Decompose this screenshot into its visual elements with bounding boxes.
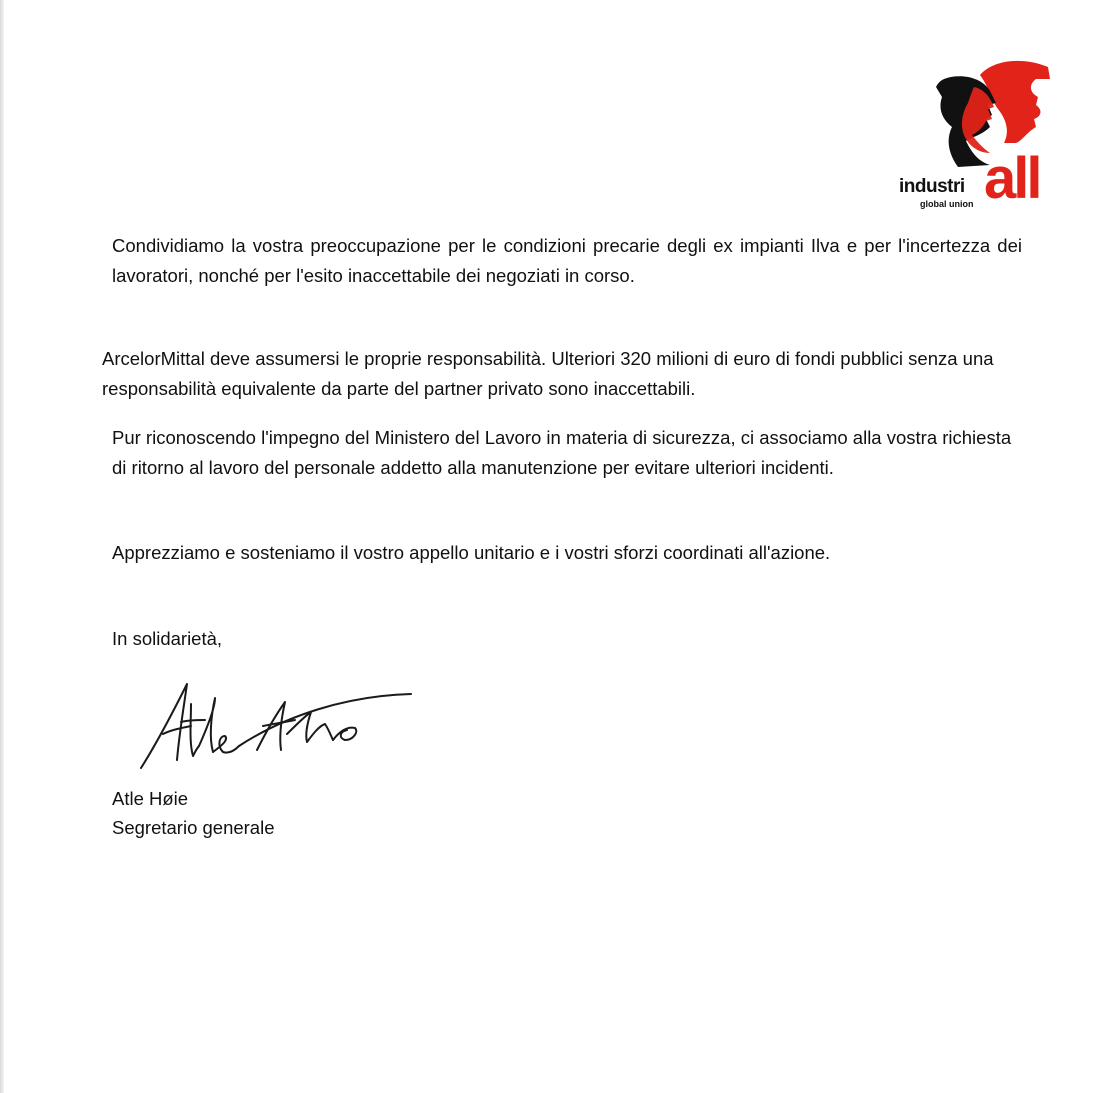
letter-paragraph-4: Apprezziamo e sosteniamo il vostro appello unitario e i vostri sforzi coordinati all'azione. bbox=[112, 542, 831, 563]
signer-name: Atle Høie bbox=[112, 788, 189, 809]
letter-paragraph-1: Condividiamo la vostra preoccupazione per le condizioni precarie degli ex impianti Ilva e per l'incertezza dei lavoratori, nonché per l'esito inaccettabile dei negoziati in corso. bbox=[112, 235, 1022, 286]
letter-paragraph-3: Pur riconoscendo l'impegno del Ministero del Lavoro in materia di sicurezza, ci associamo alla vostra richiesta di ritorno al lavoro del personale addetto alla manutenzione per evitare ulteriori incidenti. bbox=[112, 427, 1012, 478]
letter-paragraph-2: ArcelorMittal deve assumersi le proprie responsabilità. Ulteriori 320 milioni di euro di fondi pubblici senza una responsabilità equivalente da parte del partner privato sono inaccettabili. bbox=[102, 348, 994, 399]
signer-title: Segretario generale bbox=[112, 817, 275, 838]
handwritten-signature bbox=[135, 676, 415, 781]
page-edge-shadow bbox=[0, 0, 4, 1093]
industriall-logo bbox=[898, 57, 1058, 213]
logo-wordmark: industri bbox=[899, 176, 965, 197]
logo-tagline: global union bbox=[920, 199, 974, 209]
logo-mark: all bbox=[984, 146, 1040, 211]
letter-closing: In solidarietà, bbox=[112, 628, 223, 649]
